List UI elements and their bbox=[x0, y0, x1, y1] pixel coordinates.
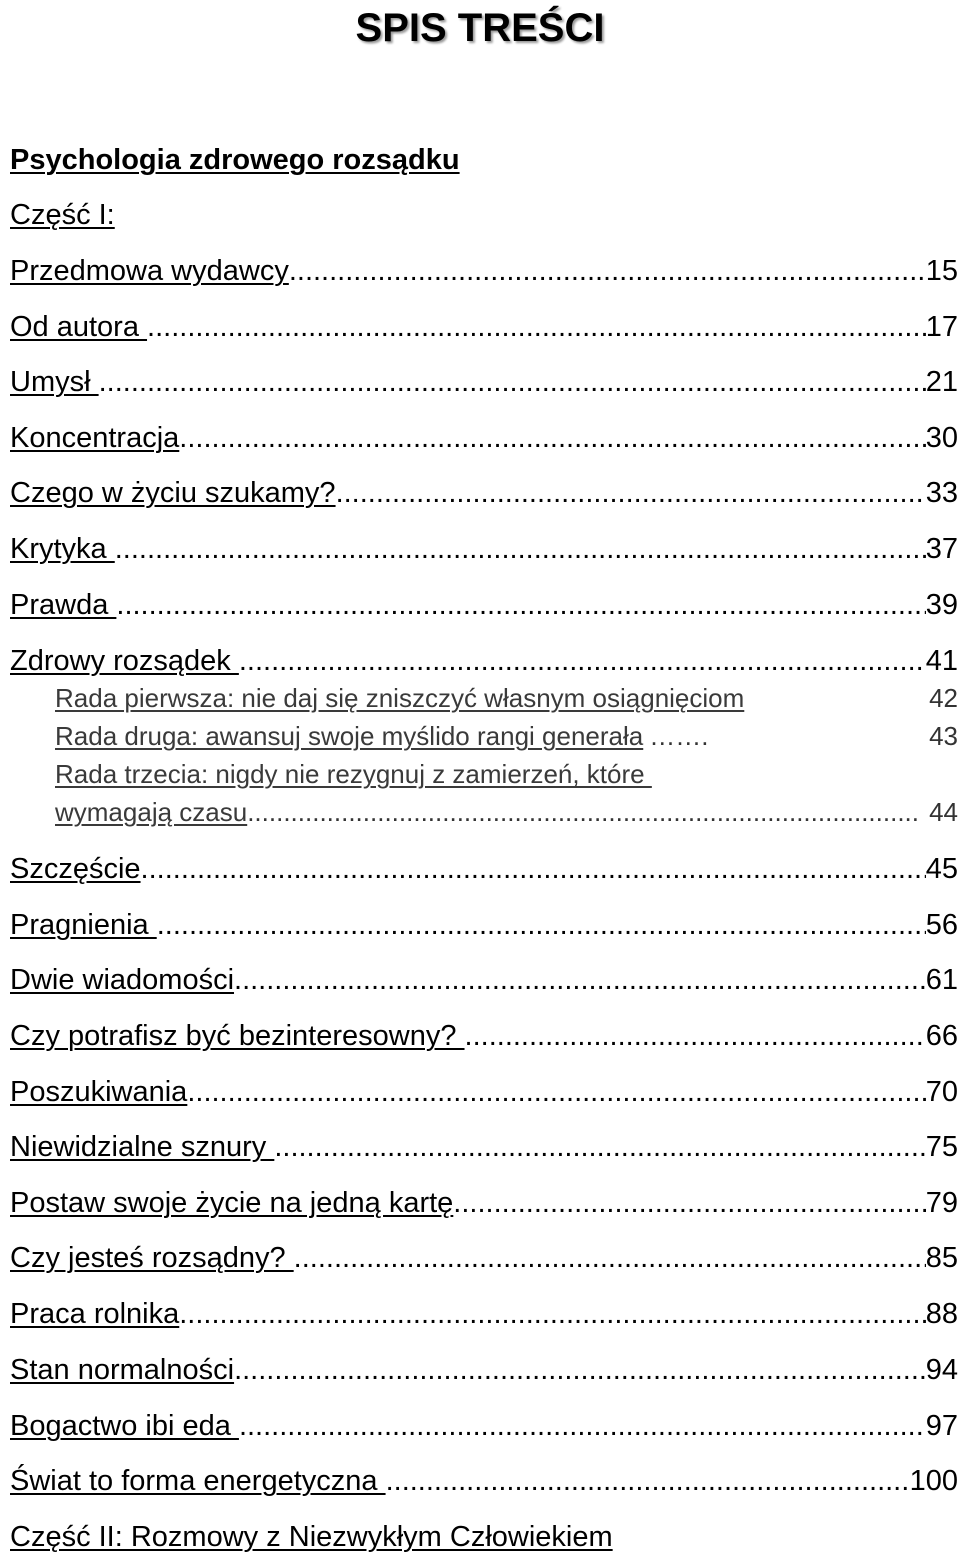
toc-entry-label[interactable]: Bogactwo ibi eda bbox=[10, 1410, 239, 1442]
toc-entry-page: 33 bbox=[925, 477, 958, 509]
toc-entry-label[interactable]: Postaw swoje życie na jedną kartę bbox=[10, 1187, 454, 1219]
leader-dots bbox=[247, 793, 919, 831]
toc-heading-link[interactable]: Psychologia zdrowego rozsądku bbox=[10, 144, 460, 176]
toc-entry-label[interactable]: Zdrowy rozsądek bbox=[10, 645, 239, 677]
leader-dots bbox=[115, 528, 926, 570]
toc-entry[interactable] bbox=[10, 1460, 960, 1502]
toc-entry-label[interactable]: Stan normalności bbox=[10, 1354, 235, 1386]
leader-dots bbox=[116, 584, 925, 626]
toc-entry[interactable] bbox=[10, 848, 960, 890]
toc-subentry-page: 43 bbox=[929, 721, 958, 751]
toc-entry[interactable] bbox=[10, 1405, 960, 1447]
toc-entry-label[interactable]: Prawda bbox=[10, 589, 117, 621]
toc-entry-page: 100 bbox=[909, 1465, 958, 1497]
leader-dots bbox=[465, 1015, 926, 1057]
toc-entry-label[interactable]: Czego w życiu szukamy? bbox=[10, 477, 336, 509]
toc-entry[interactable] bbox=[10, 1237, 960, 1279]
toc-entry[interactable] bbox=[10, 528, 960, 570]
toc-entry-label[interactable]: Czy jesteś rozsądny? bbox=[10, 1242, 294, 1274]
toc-subentry-label[interactable]: Rada trzecia: nigdy nie rezygnuj z zamierzeń, które bbox=[55, 759, 652, 789]
toc-entry-page: 37 bbox=[925, 533, 958, 565]
toc-subentry-label[interactable]: wymagają czasu bbox=[55, 797, 248, 827]
toc-entry[interactable] bbox=[10, 1071, 960, 1113]
toc-entry[interactable] bbox=[10, 1015, 960, 1057]
leader-dots bbox=[179, 417, 925, 459]
toc-entry[interactable] bbox=[10, 640, 960, 682]
toc-entry-label[interactable]: Świat to forma energetyczna bbox=[10, 1465, 386, 1497]
toc-subentry-label[interactable]: Rada druga: awansuj swoje myślido rangi generała bbox=[55, 721, 644, 751]
leader-dots bbox=[187, 1071, 925, 1113]
leader-dots bbox=[179, 1293, 925, 1335]
toc-subentry-page: 42 bbox=[929, 683, 958, 713]
toc-entry[interactable] bbox=[10, 1126, 960, 1168]
toc-heading[interactable] bbox=[10, 139, 960, 181]
toc-entry-page: 61 bbox=[925, 964, 958, 996]
toc-entry-label[interactable]: Niewidzialne sznury bbox=[10, 1131, 275, 1163]
toc-entry-page: 30 bbox=[925, 422, 958, 454]
toc-entry-label[interactable]: Pragnienia bbox=[10, 909, 157, 941]
leader-dots bbox=[141, 848, 926, 890]
toc-entry[interactable] bbox=[10, 250, 960, 292]
toc-entry-label[interactable]: Od autora bbox=[10, 311, 148, 343]
toc-entry-label[interactable]: Poszukiwania bbox=[10, 1076, 188, 1108]
toc-entry-page: 56 bbox=[925, 909, 958, 941]
toc-subentry[interactable] bbox=[55, 717, 960, 755]
toc-entry[interactable] bbox=[10, 361, 960, 403]
toc-entry-page: 88 bbox=[925, 1298, 958, 1330]
leader-dots bbox=[239, 1405, 926, 1447]
toc-entry-page: 79 bbox=[925, 1187, 958, 1219]
toc-entry[interactable] bbox=[10, 1182, 960, 1224]
toc-entry-page: 75 bbox=[925, 1131, 958, 1163]
leader-dots bbox=[274, 1126, 925, 1168]
leader-dots bbox=[234, 959, 926, 1001]
toc-entry-page: 17 bbox=[925, 311, 958, 343]
toc-entry-label[interactable]: Koncentracja bbox=[10, 422, 180, 454]
toc-entry[interactable] bbox=[10, 306, 960, 348]
toc-entry-page: 94 bbox=[925, 1354, 958, 1386]
toc-entry-page: 39 bbox=[925, 589, 958, 621]
toc-entry[interactable] bbox=[10, 417, 960, 459]
leader-dots bbox=[99, 361, 926, 403]
toc-entry-label[interactable]: Szczęście bbox=[10, 853, 141, 885]
toc-entry[interactable] bbox=[10, 584, 960, 626]
toc-subentry[interactable] bbox=[55, 793, 960, 831]
toc-entry-page: 45 bbox=[925, 853, 958, 885]
toc-part-1[interactable] bbox=[10, 194, 960, 236]
leader-dots bbox=[157, 904, 926, 946]
leader-dots bbox=[386, 1460, 910, 1502]
toc-entry-label[interactable]: Przedmowa wydawcy bbox=[10, 255, 289, 287]
toc-entry-page: 85 bbox=[925, 1242, 958, 1274]
toc-part-2[interactable] bbox=[10, 1516, 960, 1558]
toc-entry-page: 97 bbox=[925, 1410, 958, 1442]
toc-entry-label[interactable]: Umysł bbox=[10, 366, 99, 398]
leader-dots bbox=[239, 640, 926, 682]
leader-dots bbox=[453, 1182, 925, 1224]
toc-part-1-link[interactable]: Część I: bbox=[10, 199, 115, 231]
toc-entry[interactable] bbox=[10, 1349, 960, 1391]
toc-entry[interactable] bbox=[10, 1293, 960, 1335]
toc-entry-page: 70 bbox=[925, 1076, 958, 1108]
toc-part-2-link[interactable]: Część II: Rozmowy z Niezwykłym Człowiekiem bbox=[10, 1521, 613, 1553]
toc-subentry-label[interactable]: Rada pierwsza: nie daj się zniszczyć własnym osiągnięciom bbox=[55, 683, 745, 713]
toc-entry[interactable] bbox=[10, 904, 960, 946]
toc-entry[interactable] bbox=[10, 959, 960, 1001]
toc-entry-page: 15 bbox=[925, 255, 958, 287]
leader-dots bbox=[294, 1237, 926, 1279]
toc-entry-page: 66 bbox=[925, 1020, 958, 1052]
toc-entry-label[interactable]: Dwie wiadomości bbox=[10, 964, 235, 996]
leader-ellipsis: ……. bbox=[649, 721, 709, 751]
toc-entry-label[interactable]: Czy potrafisz być bezinteresowny? bbox=[10, 1020, 465, 1052]
leader-dots bbox=[289, 250, 926, 292]
toc-entry-label[interactable]: Krytyka bbox=[10, 533, 115, 565]
leader-dots bbox=[336, 472, 926, 514]
toc-entry-page: 21 bbox=[925, 366, 958, 398]
leader-dots bbox=[147, 306, 926, 348]
page-title: SPIS TREŚCI bbox=[355, 6, 605, 50]
leader-dots bbox=[234, 1349, 926, 1391]
toc-subentry[interactable] bbox=[55, 679, 960, 717]
toc-entry[interactable] bbox=[10, 472, 960, 514]
toc-entry-page: 41 bbox=[925, 645, 958, 677]
toc-subentry-page: 44 bbox=[929, 797, 958, 827]
toc-entry-label[interactable]: Praca rolnika bbox=[10, 1298, 180, 1330]
toc-subentry[interactable] bbox=[55, 755, 960, 793]
